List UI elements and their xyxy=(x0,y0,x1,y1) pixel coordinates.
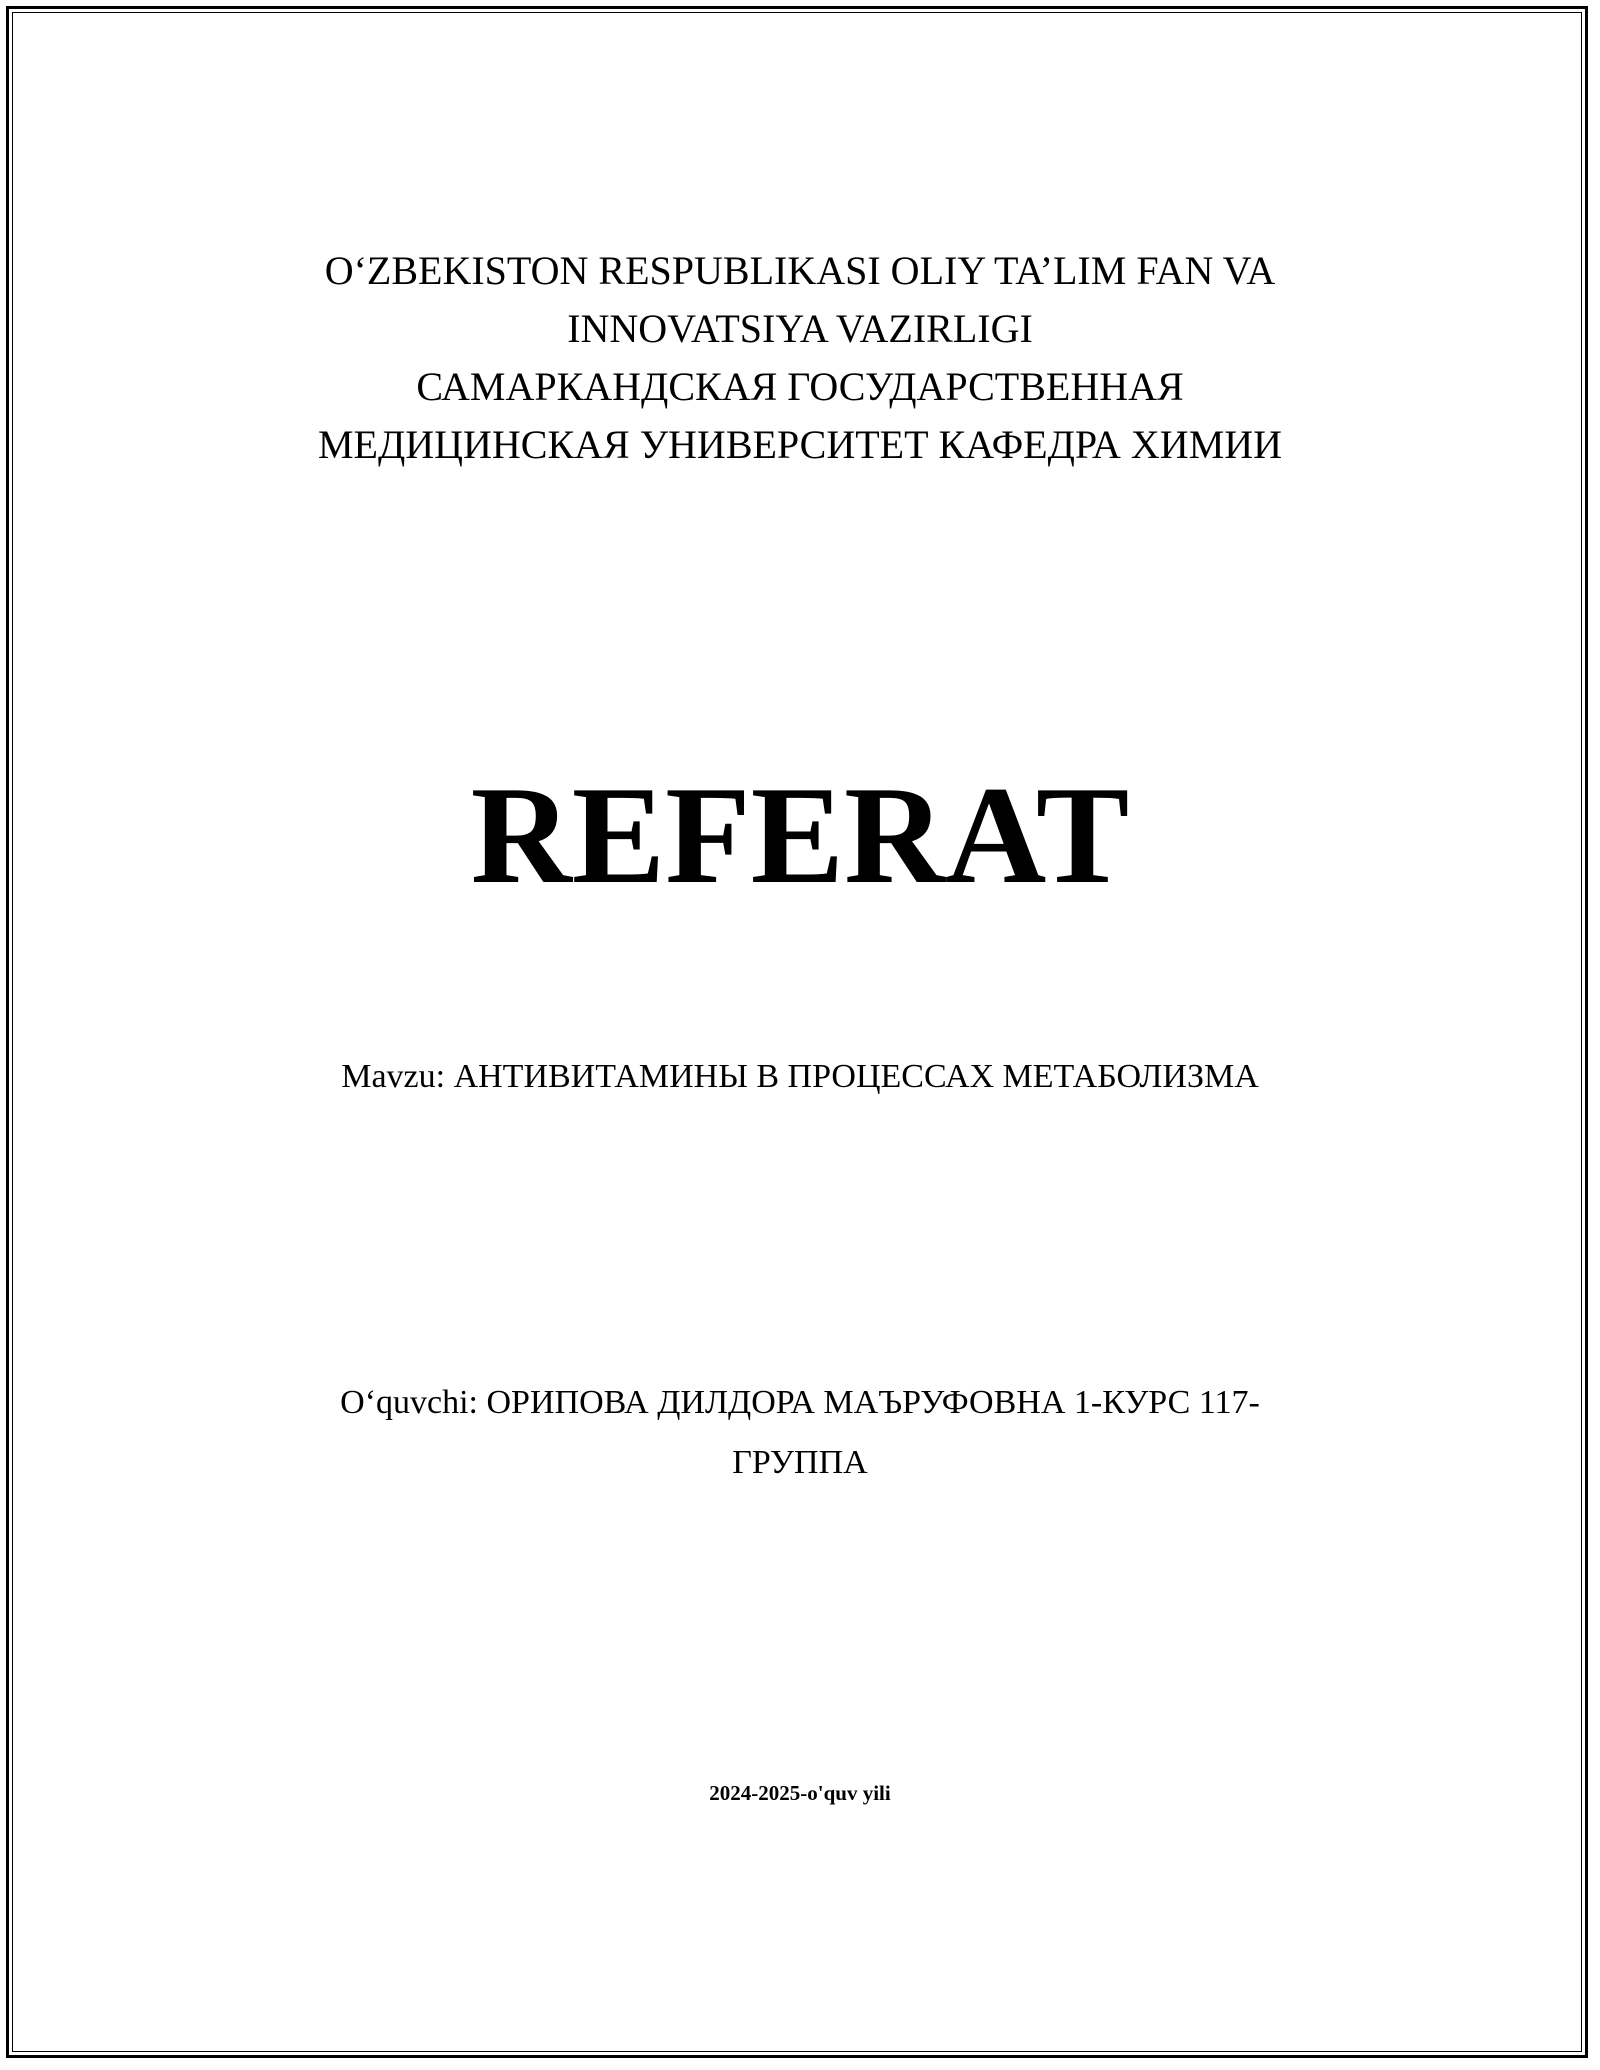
student-info xyxy=(0,1373,1600,1493)
document-title: REFERAT xyxy=(470,758,1130,913)
topic-line: Mavzu: АНТИВИТАМИНЫ В ПРОЦЕССАХ МЕТАБОЛИЗМА xyxy=(341,1058,1259,1095)
student-line: ГРУППА xyxy=(732,1444,868,1481)
header-line: МЕДИЦИНСКАЯ УНИВЕРСИТЕТ КАФЕДРА ХИМИИ xyxy=(317,422,1283,467)
header-line: O‘ZBEKISTON RESPUBLIKASI OLIY TA’LIM FAN VA xyxy=(324,248,1276,293)
academic-year: 2024-2025-o'quv yili xyxy=(709,1781,891,1805)
institution-header xyxy=(0,242,1600,474)
student-line: O‘quvchi: ОРИПОВА ДИЛДОРА МАЪРУФОВНА 1-КУРС 117- xyxy=(340,1384,1260,1421)
header-line: INNOVATSIYA VAZIRLIGI xyxy=(567,306,1033,351)
header-line: САМАРКАНДСКАЯ ГОСУДАРСТВЕННАЯ xyxy=(416,364,1184,409)
